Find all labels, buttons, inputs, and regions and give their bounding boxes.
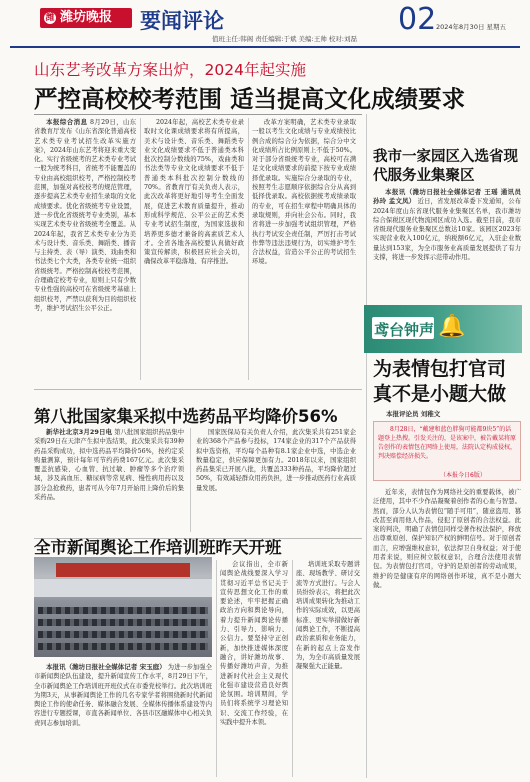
story3-column-2: 会议指出，全市新闻舆论战线要深入学习贯彻习近平总书记关于宣传思想文化工作的重要论述，牢牢把握正确政治方向和舆论导向，着力提升新闻舆论传播力、引导力、影响力、公信力。要坚持守正创新，加快推进媒体深度融合，讲好潍坊故事、传播好潍坊声音，为推进新时代社会主义现代化强市建设营造良好舆论氛围。培训期间，学员们将系统学习理论知识、交流工作经验，在实践中提升本领。 — [220, 561, 288, 727]
bell-icon: 🔔 — [438, 314, 466, 339]
editors-line: 值班主任:韩阁 责任编辑:于斌 美编:王帅 校对:刘磊 — [212, 35, 357, 43]
column-divider — [190, 428, 191, 532]
lead-kicker: 山东艺考改革方案出炉，2024年起实施 — [34, 61, 306, 79]
lead-rule — [34, 114, 362, 115]
column-divider — [248, 118, 249, 380]
issue-date: 2024年8月30日 星期五 — [436, 23, 507, 31]
story3-headline: 全市新闻舆论工作培训班昨天开班 — [34, 538, 282, 557]
lead-headline: 严控高校校考范围 适当提高文化成绩要求 — [34, 85, 466, 113]
page-number: 02 — [398, 2, 437, 37]
story3-byline: 本报讯（潍坊日报社全媒体记者 宋玉庭） — [46, 663, 166, 671]
sidebar1-body-text: 近日，省发展改革委下发通知，公布2024年度山东省现代服务业集聚区名单，我市潍坊综合保税区现代物流园区成功入选。截至目前，我市省级现代服务业集聚区总数达10家。该园区2023年实现营业收入100亿元，纳税额6亿元，入驻企业数量达到153家，为全市服务业高质量发展提供了有力支撑，将进一步发挥示范带动作用。 — [373, 198, 521, 262]
training-photo — [34, 557, 212, 657]
column-label: 鸢台钟声 — [374, 321, 435, 339]
lead-column-1 — [34, 118, 136, 380]
column-divider — [292, 560, 293, 777]
story2-column-1 — [34, 428, 184, 532]
photo-audience-row — [38, 619, 208, 626]
note-reference: （本报今日6版） — [440, 472, 486, 479]
masthead-rule — [10, 46, 520, 48]
column-divider — [140, 118, 141, 380]
sidebar2-byline: 本报评论员 刘稚文 — [386, 410, 441, 418]
story3-column-3: 培训班采取专题讲座、现场教学、研讨交流等方式进行。与会人员纷纷表示，将把此次培训成果转化为推动工作的实际成效，以更高标准、更实举措做好新闻舆论工作，不断提高政治素质和业务能力，在新的起点上奋发作为，为全市高质量发展凝聚强大正能量。 — [296, 561, 360, 671]
logo-mark-icon: 潍 — [45, 13, 55, 23]
lead-column-1-text: 8月29日，山东省教育厅发布《山东省深化普通高校艺术类专业考试招生改革实施方案》，2024年山东艺考将迎来重大变化。实行省级统考的艺术类专业考试一般为统考科目，省统考不能覆盖的专业由高校组织校考，严格控制校考范围，加强对高校校考的规范管理，逐步提高艺术类专业招生录取的文化成绩要求。优化省级统考专业设置，进一步优化省级统考专业类别，基本实现艺术类专业省级统考全覆盖。从2024年起，我省艺术类专业分为美术与设计类、音乐类、舞蹈类、播音与主持类、表（导）演类、戏曲类和书法类七个大类，各类专业统一组织省级统考。严格控制高校校考范围，合理确定校考专业，原则上只有少数专业性强的高校可在省级统考基础上组织校考，严禁以获利为目的组织校考，维护考试招生公平公正。 — [34, 119, 136, 312]
photo-audience-row — [38, 631, 208, 638]
photo-stage — [34, 579, 212, 597]
sidebar2-title: 为表情包打官司真不是小题大做 — [373, 358, 507, 405]
photo-audience-row — [38, 607, 208, 614]
story3-column-1-text: 为进一步加强全市新闻舆论队伍建设，提升新闻宣传工作水平，8月29日下午，全市新闻舆论工作培训班开班仪式在市委党校举行。此次培训班为期3天，从事新闻舆论工作的几名专家学者将围绕新时代新闻舆论工作的使命任务、媒体融合发展、全媒体传播体系建设等内容进行专题授课，市直各新闻单位、各县市区融媒体中心相关负责同志参加培训。 — [34, 664, 212, 727]
story2-byline: 新华社北京3月29日电 — [46, 428, 113, 436]
sidebar1-body — [373, 188, 521, 296]
column-divider — [216, 560, 217, 777]
sidebar-divider — [366, 114, 367, 778]
sidebar2-body: 近年来，表情包作为网络社交的重要载体，被广泛使用，其中不少作品凝聚着创作者的心血与智慧。然而，部分人认为表情包“随手可用”，随意盗用、篡改甚至商用他人作品，侵犯了原创者的合法权益。此案的判决，明确了表情包同样受著作权法保护，释放出尊重原创、保护知识产权的鲜明信号。对于原创者而言，应增强维权意识，依法捍卫自身权益；对于使用者来说，则应树立版权意识，合理合法使用表情包。为表情包打官司，守护的是原创者的劳动成果，维护的是健康有序的网络创作环境，真不是小题大做。 — [373, 489, 521, 589]
story-divider — [34, 389, 362, 390]
column-banner — [364, 305, 522, 353]
sidebar1-title: 我市一家园区入选省现代服务业集聚区 — [373, 149, 518, 184]
logo-text: 潍坊晚报 — [60, 10, 113, 25]
photo-audience-row — [38, 643, 208, 650]
story2-column-1-text: 第八批国家组织药品集中采购29日在天津产生拟中选结果，此次集采共有39种药品采购成功，拟中选药品平均降价56%，按约定采购量测算，预计每年可节约药费167亿元。此次集采覆盖抗感染、心血管、抗过敏、肿瘤等多个治疗领域，涉及高血压、糖尿病等常见病、慢性病用药以及部分急抢救药，患者可从今年7月开始用上降价后的集采药品。 — [34, 429, 184, 502]
masthead-logo — [40, 8, 132, 28]
story3-column-1 — [34, 663, 212, 777]
story2-column-2: 国家医保局有关负责人介绍，此次集采共有251家企业的368个产品参与投标，174家企业的317个产品获得拟中选资格，平均每个品种有8.1家企业中选，中选企业数量稳定，供应保障更加有力。2018年以来，国家组织药品集采已开展八批，共覆盖333种药品，平均降价超过50%，有效减轻群众用药负担，进一步推动医药行业高质量发展。 — [196, 429, 356, 492]
section-title: 要闻评论 — [140, 9, 224, 33]
sidebar1-byline: 本报讯（潍坊日报社全媒体记者 王瑶 通讯员 孙玲 孟文凤） — [373, 188, 521, 206]
lead-byline: 本报综合消息 — [46, 118, 88, 126]
note-text: 8月28日，“戴建和蓝色胖狗可能都9块5”的话题登上热搜。引发关注的，是该案中，被告戴某将原告创作的表情包在网络上使用，法院认定构成侵权，判决赔偿经济损失。 — [378, 426, 516, 460]
photo-banner — [56, 563, 190, 577]
lead-column-3: 改革方案明确，艺术类专业录取一般以考生文化成绩与专业成绩按比例合成的综合分为依据，综合分中文化成绩所占比例原则上不低于50%。对于部分省级统考专业，高校可在满足文化成绩要求的前提下按专业成绩择优录取。实施综合分录取的专业，按照考生志愿顺序依据综合分从高到低择优录取。高校依据统考成绩录取的专业，可在招生章程中明确具体的录取规则，并向社会公布。同时，我省将进一步加强考试组织管理，严格执行考试安全责任制，严厉打击考试作弊等违法违规行为，切实维护考生合法权益，营造公平公正的考试招生环境。 — [252, 119, 356, 266]
lead-column-2: 2024年起，高校艺术类专业录取时文化课成绩要求将有所提高，美术与设计类、音乐类、舞蹈类专业文化成绩要求不低于普通类本科批次控制分数线的75%，戏曲类和书法类等专业文化成绩要求不低于普通类本科批次控制分数线的70%。省教育厅有关负责人表示，此次改革将更好地引导考生全面发展，促进艺术教育质量提升，推动形成科学规范、公平公正的艺术类专业考试招生制度，为国家选拔和培养更多德才兼备的高素质艺术人才。全省各地各高校要认真做好政策宣传解读，积极回应社会关切，确保改革平稳落地、有序推进。 — [144, 119, 244, 266]
story2-headline: 第八批国家集采拟中选药品平均降价56% — [34, 407, 338, 426]
